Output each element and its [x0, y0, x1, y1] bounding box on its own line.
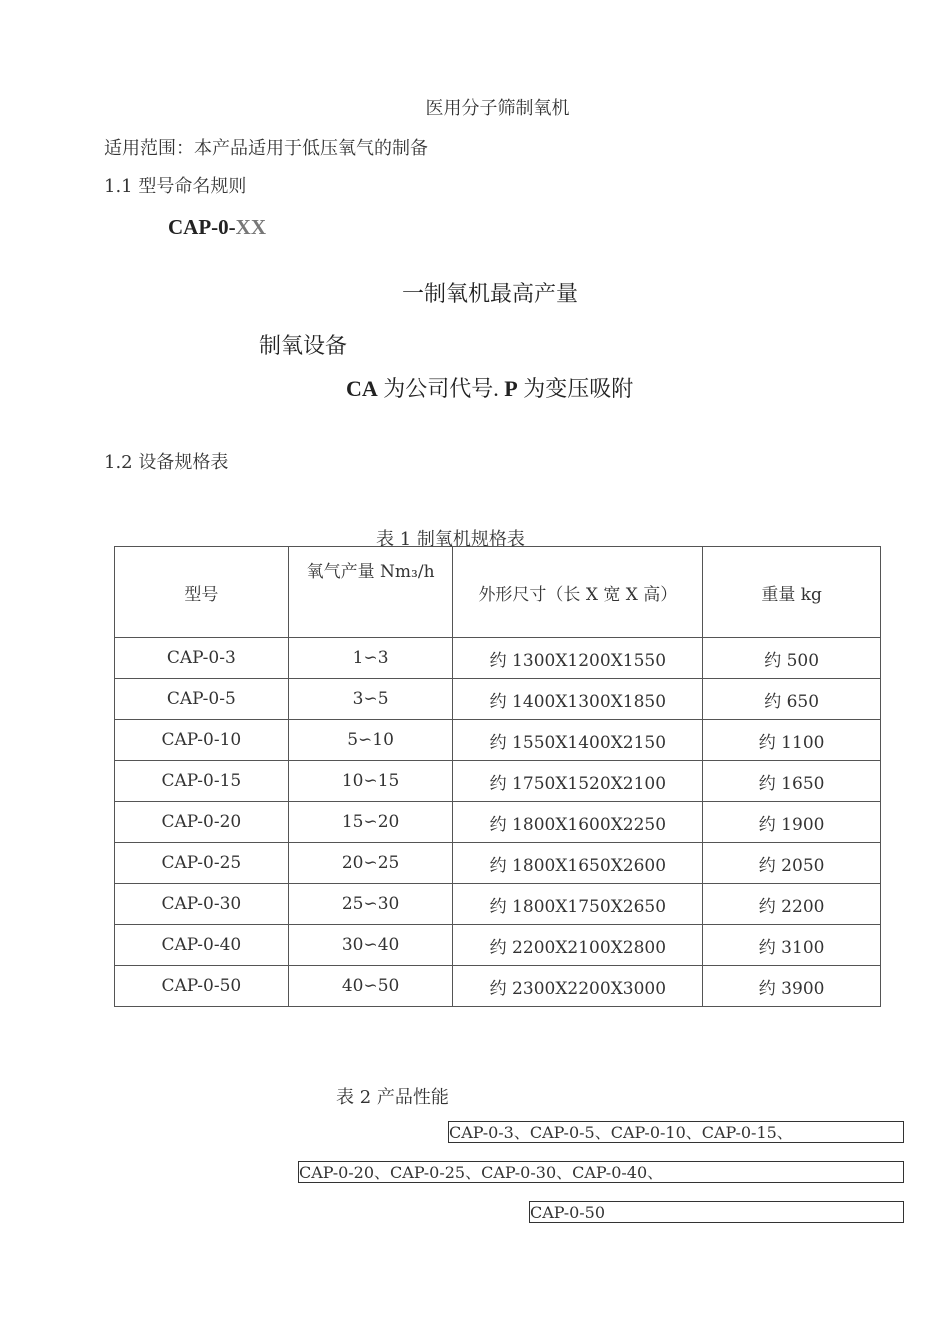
cell-model: CAP-0-40	[115, 925, 289, 966]
table-row	[115, 720, 881, 761]
spec-table-header-row	[115, 547, 881, 638]
table-row	[115, 843, 881, 884]
table-row	[115, 884, 881, 925]
cell-output: 1∽3	[288, 638, 453, 679]
cell-weight: 约 3900	[703, 966, 881, 1007]
cell-dimensions: 约 1400X1300X1850	[453, 679, 703, 720]
cell-output: 5∽10	[288, 720, 453, 761]
cell-dimensions: 约 2300X2200X3000	[453, 966, 703, 1007]
cell-output: 3∽5	[288, 679, 453, 720]
cell-dimensions: 约 1550X1400X2150	[453, 720, 703, 761]
table2-models-line-2: CAP-0-20、CAP-0-25、CAP-0-30、CAP-0-40、	[298, 1161, 904, 1183]
cell-dimensions: 约 1750X1520X2100	[453, 761, 703, 802]
section-heading-1-1: 1.1 型号命名规则	[104, 176, 247, 197]
naming-diagram-line-equipment: 制氧设备	[259, 334, 348, 359]
table-row	[115, 761, 881, 802]
cell-weight: 约 1900	[703, 802, 881, 843]
cell-dimensions: 约 1800X1650X2600	[453, 843, 703, 884]
cell-model: CAP-0-30	[115, 884, 289, 925]
table2-caption: 表 2 产品性能	[336, 1087, 449, 1108]
section-heading-1-2: 1.2 设备规格表	[104, 452, 229, 473]
model-code-prefix: CAP-0-	[168, 215, 236, 239]
cell-weight: 约 2050	[703, 843, 881, 884]
table-row	[115, 679, 881, 720]
company-code-desc: 为公司代号.	[383, 376, 499, 401]
header-model: 型号	[115, 547, 289, 638]
table-row	[115, 925, 881, 966]
table-row	[115, 966, 881, 1007]
model-code	[168, 215, 266, 240]
cell-dimensions: 约 1300X1200X1550	[453, 638, 703, 679]
header-dimensions: 外形尺寸（长 X 宽 X 高）	[453, 547, 703, 638]
cell-weight: 约 500	[703, 638, 881, 679]
scope-text: 适用范围：本产品适用于低压氧气的制备	[104, 138, 428, 159]
naming-diagram-line-capacity: 一制氧机最高产量	[402, 282, 579, 307]
cell-model: CAP-0-3	[115, 638, 289, 679]
cell-model: CAP-0-20	[115, 802, 289, 843]
cell-weight: 约 3100	[703, 925, 881, 966]
cell-model: CAP-0-15	[115, 761, 289, 802]
cell-weight: 约 1100	[703, 720, 881, 761]
process-code: P	[504, 376, 518, 401]
cell-model: CAP-0-5	[115, 679, 289, 720]
cell-model: CAP-0-10	[115, 720, 289, 761]
table2-models-line-1: CAP-0-3、CAP-0-5、CAP-0-10、CAP-0-15、	[448, 1121, 904, 1143]
table-row	[115, 638, 881, 679]
cell-model: CAP-0-25	[115, 843, 289, 884]
table-row	[115, 802, 881, 843]
company-code: CA	[346, 376, 378, 401]
cell-weight: 约 1650	[703, 761, 881, 802]
cell-output: 25∽30	[288, 884, 453, 925]
cell-dimensions: 约 1800X1600X2250	[453, 802, 703, 843]
cell-dimensions: 约 1800X1750X2650	[453, 884, 703, 925]
naming-diagram-line-company	[346, 372, 633, 403]
cell-weight: 约 2200	[703, 884, 881, 925]
cell-output: 15∽20	[288, 802, 453, 843]
cell-model: CAP-0-50	[115, 966, 289, 1007]
header-oxygen-output: 氧气产量 Nm₃/h	[288, 547, 453, 638]
process-code-desc: 为变压吸附	[523, 376, 634, 401]
cell-output: 40∽50	[288, 966, 453, 1007]
header-weight: 重量 kg	[703, 547, 881, 638]
model-code-suffix: XX	[235, 215, 266, 239]
table2-models-line-3: CAP-0-50	[529, 1201, 904, 1223]
cell-output: 20∽25	[288, 843, 453, 884]
cell-output: 10∽15	[288, 761, 453, 802]
cell-dimensions: 约 2200X2100X2800	[453, 925, 703, 966]
spec-table	[114, 546, 881, 1007]
cell-output: 30∽40	[288, 925, 453, 966]
cell-weight: 约 650	[703, 679, 881, 720]
document-title: 医用分子筛制氧机	[425, 98, 570, 119]
table1-caption: 表 1 制氧机规格表	[376, 529, 525, 550]
